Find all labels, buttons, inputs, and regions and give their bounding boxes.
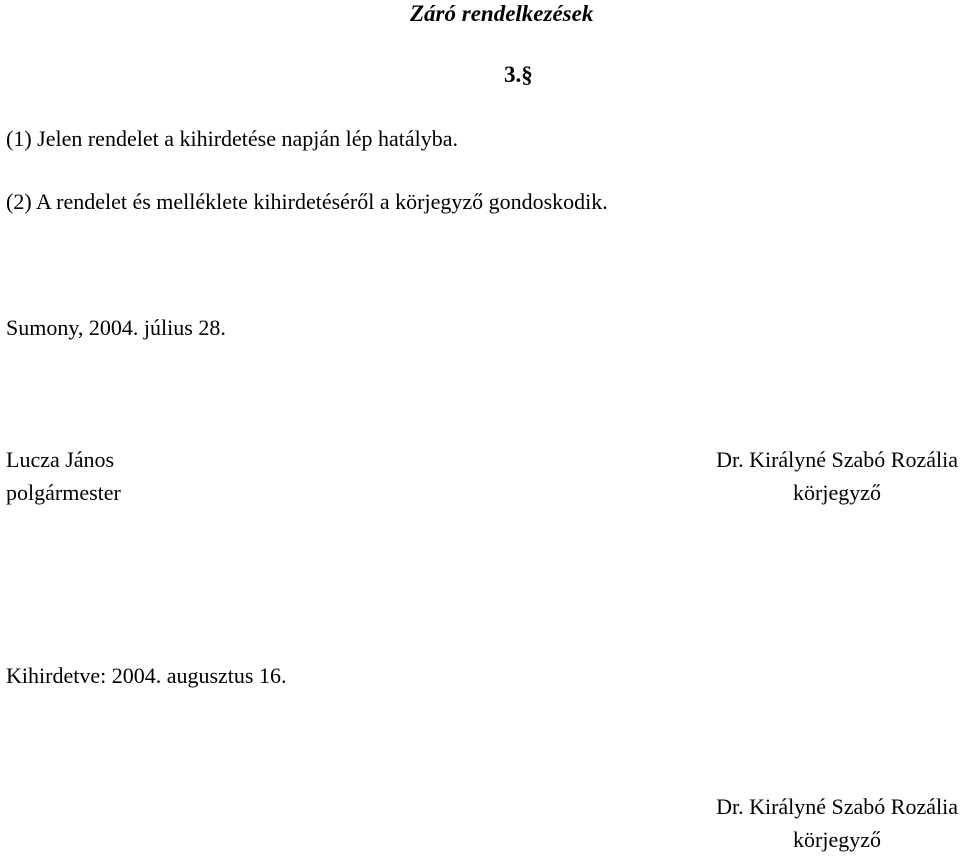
paragraph-1: (1) Jelen rendelet a kihirdetése napján lép hatályba.	[6, 126, 459, 151]
section-number: 3.§	[504, 62, 533, 87]
place-and-date: Sumony, 2004. július 28.	[6, 315, 226, 340]
final-signature-notary	[716, 790, 958, 856]
signature-mayor-name: Lucza János	[6, 447, 115, 472]
final-signature-name: Dr. Királyné Szabó Rozália	[716, 794, 958, 819]
signature-notary-title: körjegyző	[793, 480, 882, 505]
signature-mayor-title: polgármester	[6, 480, 121, 505]
signature-mayor	[6, 443, 121, 509]
final-signature-title: körjegyző	[793, 827, 882, 852]
signature-notary-name: Dr. Királyné Szabó Rozália	[716, 447, 958, 472]
section-heading: Záró rendelkezések	[410, 1, 594, 26]
paragraph-2: (2) A rendelet és melléklete kihirdetéséről a körjegyző gondoskodik.	[6, 189, 608, 214]
announcement-date: Kihirdetve: 2004. augusztus 16.	[6, 663, 287, 688]
signature-notary	[716, 443, 958, 509]
